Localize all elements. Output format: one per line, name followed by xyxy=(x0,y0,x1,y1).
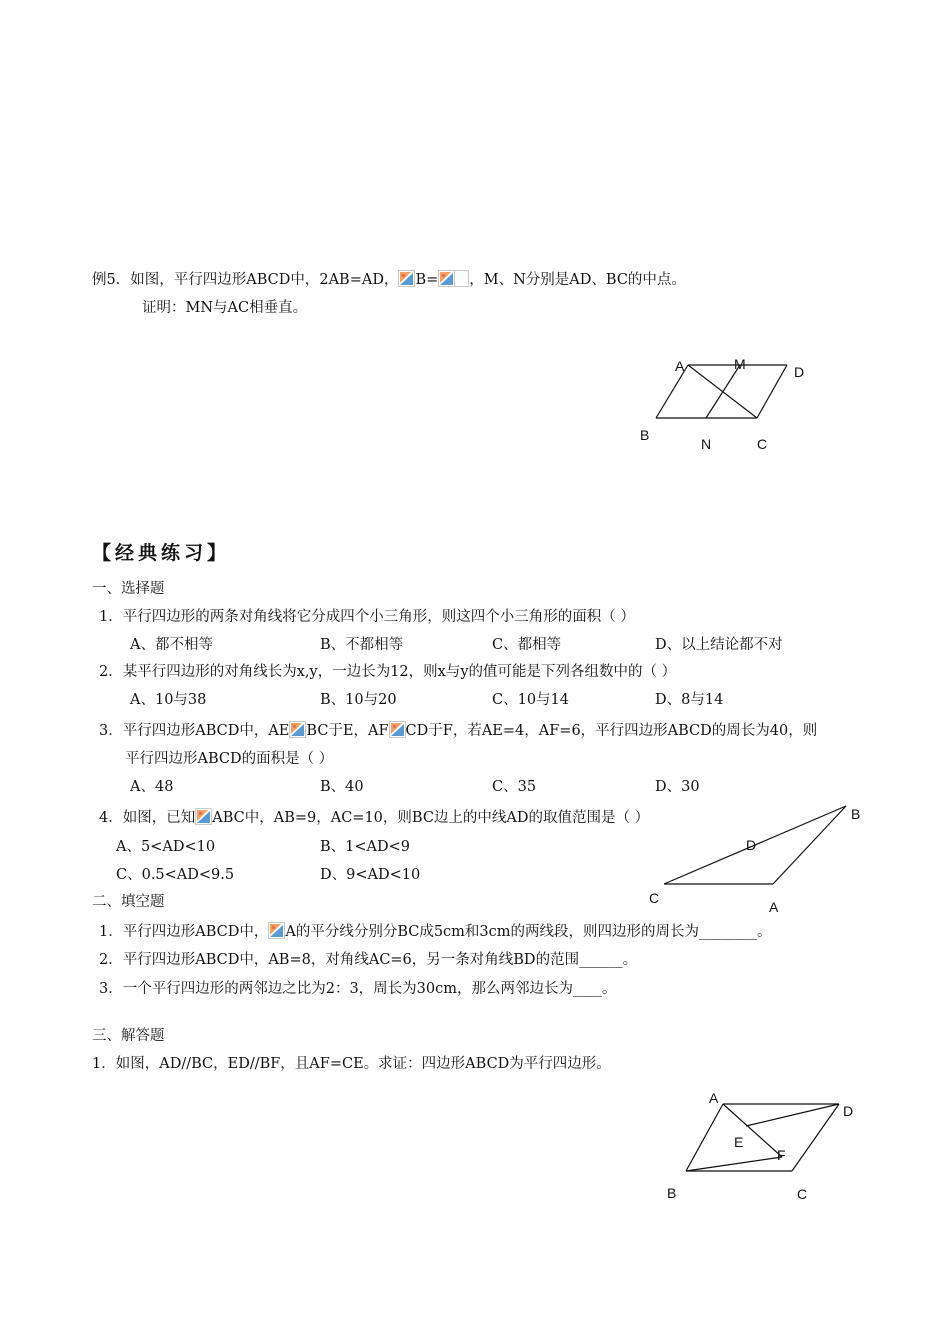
q4-option-d: D、9<AD<10 xyxy=(320,867,421,883)
q3-part3: CD于F，若AE=4，AF=6，平行四边形ABCD的周长为40，则 xyxy=(405,723,818,739)
fill-q1 xyxy=(99,922,772,941)
section2-title: 二、填空题 xyxy=(92,894,165,910)
segment-AF xyxy=(723,1104,782,1157)
broken-image-icon xyxy=(195,808,212,825)
q1-text: 1．平行四边形的两条对角线将它分成四个小三角形，则这四个小三角形的面积（ ） xyxy=(99,609,635,625)
broken-image-icon xyxy=(438,270,455,287)
q3-part1: 3．平行四边形ABCD中，AE xyxy=(99,723,290,739)
q2-option-d: D、8与14 xyxy=(655,692,724,708)
example5-prove: 证明：MN与AC相垂直。 xyxy=(142,300,308,316)
broken-image-icon xyxy=(389,721,406,738)
q3-option-d: D、30 xyxy=(655,779,700,795)
segment-MN xyxy=(706,365,740,418)
section3-title: 三、解答题 xyxy=(92,1028,165,1044)
label-N: N xyxy=(701,436,712,452)
q3-option-a: A、48 xyxy=(130,779,174,795)
q3-option-b: B、40 xyxy=(320,779,364,795)
q4-option-c: C、0.5<AD<9.5 xyxy=(116,867,235,883)
q1-option-a: A、都不相等 xyxy=(130,637,213,653)
broken-image-icon xyxy=(398,270,415,287)
q4-option-a: A、5<AD<10 xyxy=(116,839,216,855)
section-title: 【经典练习】 xyxy=(92,542,231,564)
label-D: D xyxy=(843,1103,854,1119)
label-B: B xyxy=(851,806,861,822)
example5-figure xyxy=(630,355,820,455)
broken-image-icon xyxy=(268,922,285,939)
label-M: M xyxy=(734,356,746,372)
label-D: D xyxy=(794,364,805,380)
segment-DC xyxy=(757,365,787,418)
label-A: A xyxy=(769,899,779,915)
label-B: B xyxy=(640,427,650,443)
q2-option-c: C、10与14 xyxy=(492,692,569,708)
q4-line1 xyxy=(99,808,649,827)
label-F: F xyxy=(777,1147,786,1163)
label-C: C xyxy=(797,1186,808,1202)
solve-q1: 1．如图，AD//BC，ED//BF，且AF=CE。求证：四边形ABCD为平行四边形。 xyxy=(92,1056,611,1072)
label-E: E xyxy=(734,1134,744,1150)
example5-part3: ，M、N分别是AD、BC的中点。 xyxy=(469,272,686,288)
q2-option-a: A、10与38 xyxy=(130,692,207,708)
example5-line1 xyxy=(92,270,686,289)
q3-line2: 平行四边形ABCD的面积是（ ） xyxy=(125,751,334,767)
label-D: D xyxy=(746,837,757,853)
q3-option-c: C、35 xyxy=(492,779,537,795)
q1-option-d: D、以上结论都不对 xyxy=(655,637,783,653)
q2-text: 2．某平行四边形的对角线长为x,y，一边长为12，则x与y的值可能是下列各组数中的（ ） xyxy=(99,664,677,680)
q4-option-b: B、1<AD<9 xyxy=(320,839,411,855)
section1-title: 一、选择题 xyxy=(92,581,165,597)
q4-part1: 4．如图，已知 xyxy=(99,810,196,826)
q3-line1 xyxy=(99,721,817,740)
q1-option-c: C、都相等 xyxy=(492,637,562,653)
fill-q1-part1: 1．平行四边形ABCD中， xyxy=(99,924,269,940)
segment-AB xyxy=(686,1104,723,1171)
example5-label: 例5．如图，平行四边形ABCD中，2AB=AD， xyxy=(92,272,399,288)
q4-part2: ABC中，AB=9，AC=10，则BC边上的中线AD的取值范围是（ ） xyxy=(212,810,650,826)
label-B: B xyxy=(667,1185,677,1201)
label-C: C xyxy=(757,436,768,452)
label-A: A xyxy=(709,1090,719,1106)
image-frame xyxy=(455,270,469,287)
fill-q2: 2．平行四边形ABCD中，AB=8，对角线AC=6，另一条对角线BD的范围______。 xyxy=(99,952,638,968)
fill-q3: 3．一个平行四边形的两邻边之比为2：3，周长为30cm，那么两邻边长为____。 xyxy=(99,981,617,997)
segment-AB xyxy=(773,806,846,884)
label-A: A xyxy=(675,358,685,374)
solve-q1-figure xyxy=(660,1088,865,1203)
broken-image-icon xyxy=(289,721,306,738)
q4-figure xyxy=(640,800,870,920)
q1-option-b: B、不都相等 xyxy=(320,637,404,653)
label-C: C xyxy=(649,890,660,906)
q2-option-b: B、10与20 xyxy=(320,692,397,708)
segment-BF xyxy=(686,1157,782,1171)
q3-part2: BC于E，AF xyxy=(306,723,389,739)
fill-q1-part2: A的平分线分别分BC成5cm和3cm的两线段，则四边形的周长为________。 xyxy=(285,924,772,940)
example5-part2: B= xyxy=(415,272,439,288)
segment-ED xyxy=(746,1104,839,1126)
